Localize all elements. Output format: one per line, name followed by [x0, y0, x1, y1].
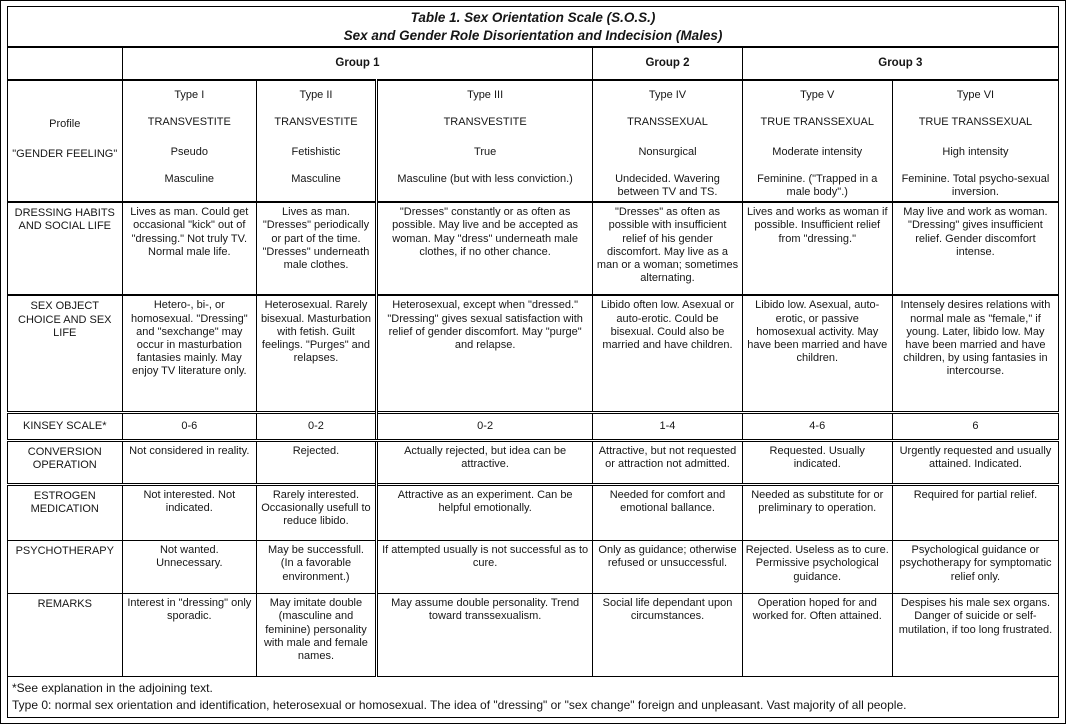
row-label-estrogen: ESTROGEN MEDICATION: [8, 485, 123, 541]
type-subtype: Pseudo: [170, 145, 208, 158]
table-cell: Not interested. Not indicated.: [122, 485, 257, 541]
table-cell: Operation hoped for and worked for. Often attained.: [742, 594, 892, 677]
table-cell: Urgently requested and usually attained. Indicated.: [892, 441, 1058, 485]
group-header-2: Group 2: [593, 47, 742, 80]
row-label-profile: [8, 80, 123, 202]
table-cell: 4-6: [742, 413, 892, 441]
table-cell: Not wanted. Unnecessary.: [122, 541, 257, 594]
type-number: Type IV: [648, 89, 687, 102]
type-feeling: Feminine. ("Trapped in a male body".): [757, 172, 878, 198]
footnote-line2: Type 0: normal sex orientation and identification, heterosexual or homosexual. The idea of "dressing" or "sex change" foreign and unpleasant. Vast majority of all people.: [12, 698, 907, 713]
type-header-4: [593, 80, 742, 202]
table-cell: Attractive as an experiment. Can be helpful emotionally.: [376, 485, 593, 541]
type-name: TRANSVESTITE: [147, 116, 231, 129]
table-cell: May imitate double (masculine and feminine) personality with male and female names.: [257, 594, 377, 677]
type-feeling: Masculine: [291, 172, 341, 185]
type-subtype: Moderate intensity: [772, 145, 863, 158]
type-header-3: [376, 80, 593, 202]
type-number: Type VI: [956, 89, 995, 102]
table-cell: "Dresses" as often as possible with insufficient relief of his gender discomfort. May live as a man or a woman; sometimes alternating.: [593, 202, 742, 295]
type-name: TRUE TRANSSEXUAL: [918, 116, 1033, 129]
table-row: [8, 413, 1059, 441]
row-label-kinsey: KINSEY SCALE*: [8, 413, 123, 441]
table-cell: Lives as man. "Dresses" periodically or part of the time. "Dresses" underneath male clothes.: [257, 202, 377, 295]
table-cell: Despises his male sex organs. Danger of suicide or self-mutilation, if too long frustrated.: [892, 594, 1058, 677]
row-label-sex-object: SEX OBJECT CHOICE AND SEX LIFE: [8, 295, 123, 412]
table-cell: Actually rejected, but idea can be attractive.: [376, 441, 593, 485]
table-cell: Required for partial relief.: [892, 485, 1058, 541]
table-cell: Rejected.: [257, 441, 377, 485]
table-cell: Libido low. Asexual, auto-erotic, or passive homosexual activity. May have been married and have children.: [742, 295, 892, 412]
table-cell: 6: [892, 413, 1058, 441]
table-cell: Rarely interested. Occasionally usefull to reduce libido.: [257, 485, 377, 541]
footnote-line1: *See explanation in the adjoining text.: [12, 681, 213, 696]
table-cell: May assume double personality. Trend toward transsexualism.: [376, 594, 593, 677]
table-row: [8, 202, 1059, 295]
table-cell: Hetero-, bi-, or homosexual. "Dressing" and "sexchange" may occur in masturbation fantasies mainly. May enjoy TV literature only.: [122, 295, 257, 412]
table-cell: Needed as substitute for or preliminary to operation.: [742, 485, 892, 541]
type-subtype: True: [474, 145, 497, 158]
table-title-line2: Sex and Gender Role Disorientation and Indecision (Males): [343, 27, 723, 43]
type-number: Type III: [467, 89, 504, 102]
type-feeling: Masculine (but with less conviction.): [397, 172, 573, 185]
type-name: TRANSVESTITE: [274, 116, 358, 129]
table-row: [8, 295, 1059, 412]
table-row: [8, 441, 1059, 485]
corner-cell: [8, 47, 123, 80]
type-name: TRUE TRANSSEXUAL: [760, 116, 874, 129]
table-row: [8, 594, 1059, 677]
type-number: Type V: [800, 89, 835, 102]
table-cell: May live and work as woman. "Dressing" gives insufficient relief. Gender discomfort intense.: [892, 202, 1058, 295]
type-number: Type II: [299, 89, 333, 102]
table-cell: 0-2: [257, 413, 377, 441]
type-header-5: [742, 80, 892, 202]
table-cell: Attractive, but not requested or attraction not admitted.: [593, 441, 742, 485]
table-cell: Needed for comfort and emotional ballance.: [593, 485, 742, 541]
type-header-6: [892, 80, 1058, 202]
table-cell: Not considered in reality.: [122, 441, 257, 485]
group-header-1: Group 1: [122, 47, 593, 80]
gender-feeling-label: "GENDER FEELING": [12, 148, 118, 161]
table-cell: Interest in "dressing" only sporadic.: [122, 594, 257, 677]
table-cell: Requested. Usually indicated.: [742, 441, 892, 485]
table-cell: If attempted usually is not successful as to cure.: [376, 541, 593, 594]
type-header-1: [122, 80, 257, 202]
table-cell: Rejected. Useless as to cure. Permissive psychological guidance.: [742, 541, 892, 594]
table-row: [8, 541, 1059, 594]
type-name: TRANSVESTITE: [443, 116, 527, 129]
type-feeling: Feminine. Total psycho-sexual inversion.: [901, 172, 1050, 198]
table-cell: Psychological guidance or psychotherapy for symptomatic relief only.: [892, 541, 1058, 594]
table-cell: 0-6: [122, 413, 257, 441]
row-label-psychotherapy: PSYCHOTHERAPY: [8, 541, 123, 594]
type-feeling: Masculine: [164, 172, 215, 185]
table-cell: Lives and works as woman if possible. Insufficient relief from "dressing.": [742, 202, 892, 295]
type-feeling: Undecided. Wavering between TV and TS.: [615, 172, 720, 198]
row-label-dressing: DRESSING HABITS AND SOCIAL LIFE: [8, 202, 123, 295]
table-row: [8, 485, 1059, 541]
table-cell: Intensely desires relations with normal male as "female," if young. Later, libido low. May have been married and have children, by using fantasies in intercourse.: [892, 295, 1058, 412]
profile-label: Profile: [49, 118, 81, 131]
table-cell: Social life dependant upon circumstances.: [593, 594, 742, 677]
sos-table: [7, 6, 1059, 718]
row-label-remarks: REMARKS: [8, 594, 123, 677]
type-number: Type I: [174, 89, 205, 102]
table-cell: Heterosexual, except when "dressed." "Dressing" gives sexual satisfaction with relief of gender discomfort. May "purge" and relapse.: [376, 295, 593, 412]
table-cell: Lives as man. Could get occasional "kick" out of "dressing." Not truly TV. Normal male life.: [122, 202, 257, 295]
table-cell: Only as guidance; otherwise refused or unsuccessful.: [593, 541, 742, 594]
table-cell: Heterosexual. Rarely bisexual. Masturbation with fetish. Guilt feelings. "Purges" and relapses.: [257, 295, 377, 412]
table-cell: 0-2: [376, 413, 593, 441]
group-header-3: Group 3: [742, 47, 1058, 80]
type-header-2: [257, 80, 377, 202]
table-title-line1: Table 1. Sex Orientation Scale (S.O.S.): [410, 10, 656, 26]
table-cell: "Dresses" constantly or as often as possible. May live and be accepted as woman. May "dress" underneath male clothes, if no other chance.: [376, 202, 593, 295]
type-subtype: Fetishistic: [291, 145, 341, 158]
table-cell: 1-4: [593, 413, 742, 441]
table-cell: May be successfull. (In a favorable environment.): [257, 541, 377, 594]
type-subtype: Nonsurgical: [638, 145, 697, 158]
type-subtype: High intensity: [942, 145, 1009, 158]
table-title: [8, 7, 1059, 48]
table-cell: Libido often low. Asexual or auto-erotic. Could be bisexual. Could also be married and have children.: [593, 295, 742, 412]
type-name: TRANSSEXUAL: [627, 116, 708, 129]
footnotes: [8, 677, 1059, 718]
row-label-conversion: CONVERSION OPERATION: [8, 441, 123, 485]
